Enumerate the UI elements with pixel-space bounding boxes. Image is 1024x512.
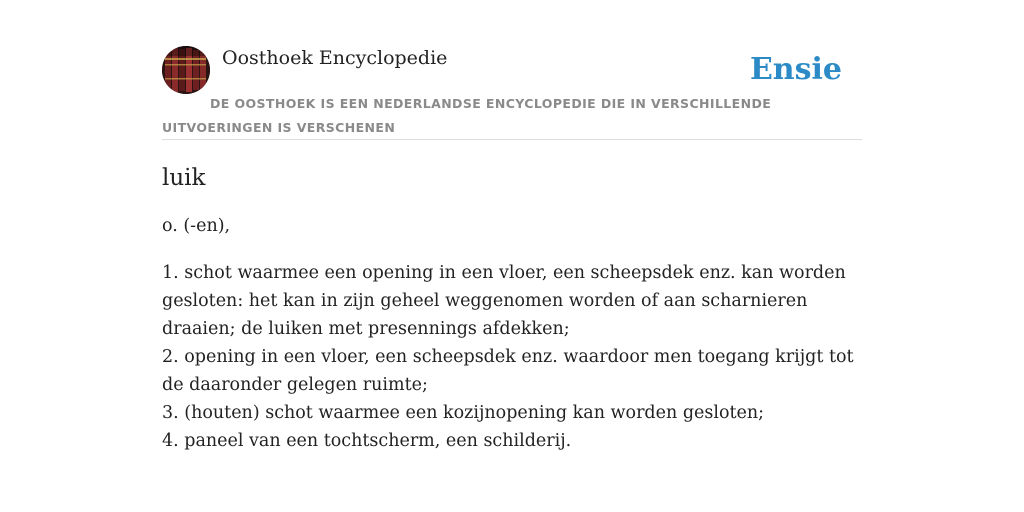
entry-definitions	[162, 259, 862, 455]
site-name[interactable]: Oosthoek Encyclopedie	[222, 47, 448, 69]
entry-content	[162, 140, 862, 455]
definition-item: 2. opening in een vloer, een scheepsdek enz. waardoor men toegang krijgt tot de daaronder gelegen ruimte;	[162, 347, 854, 395]
entry-term: luik	[162, 165, 206, 191]
book-spines-icon[interactable]	[162, 46, 210, 94]
definition-item: 4. paneel van een tochtscherm, een schilderij.	[162, 431, 572, 451]
entry-grammar: o. (-en),	[162, 216, 231, 236]
site-tagline: DE OOSTHOEK IS EEN NEDERLANDSE ENCYCLOPEDIE DIE IN VERSCHILLENDE UITVOERINGEN IS VERSCHENEN	[162, 96, 772, 135]
brand-logo[interactable]: Ensie	[749, 52, 842, 87]
header	[162, 46, 862, 140]
definition-item: 1. schot waarmee een opening in een vloer, een scheepsdek enz. kan worden gesloten: het kan in zijn geheel weggenomen worden of aan scharnieren draaien; de luiken met presennings afdekken;	[162, 263, 846, 339]
entry-card	[162, 46, 862, 455]
definition-item: 3. (houten) schot waarmee een kozijnopening kan worden gesloten;	[162, 403, 765, 423]
